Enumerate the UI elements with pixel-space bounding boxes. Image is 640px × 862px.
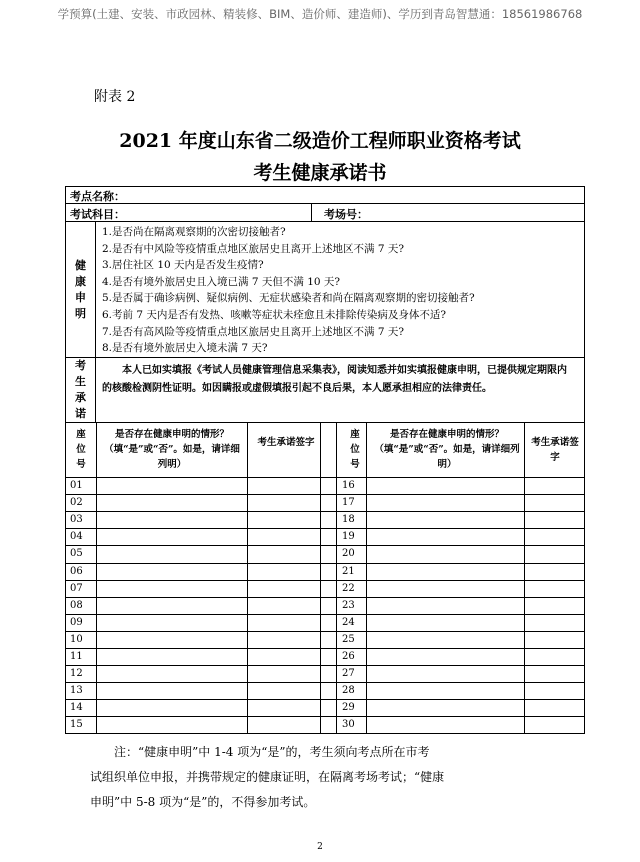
health-items-list bbox=[102, 224, 475, 357]
vertical-label-char: 考 bbox=[75, 359, 86, 372]
health-status-header-left: 是否存在健康申明的情形？（填“是”或“否”。如是，请详细列明） bbox=[104, 429, 240, 470]
vertical-label-char: 健 bbox=[75, 258, 86, 272]
exam-site-label: 考点名称： bbox=[70, 190, 125, 203]
vertical-label-char: 座 bbox=[76, 429, 86, 440]
subject-row bbox=[66, 204, 584, 222]
seat-number: 12 bbox=[70, 668, 83, 680]
seat-signature-grid bbox=[66, 423, 584, 734]
grid-row-line bbox=[66, 563, 584, 564]
footnote-line: 申明”中 5-8 项为“是”的，不得参加考试。 bbox=[90, 795, 316, 809]
grid-row-line bbox=[66, 477, 584, 478]
vertical-label-char: 明 bbox=[75, 306, 86, 320]
seat-number: 01 bbox=[70, 480, 83, 491]
header-advertisement: 学预算(土建、安装、市政园林、精装修、BIM、造价师、建造师)、学历到青岛智慧通：18561986768 bbox=[57, 7, 583, 21]
grid-column-line bbox=[320, 423, 321, 734]
seat-number: 04 bbox=[70, 531, 83, 543]
vertical-label-char: 号 bbox=[350, 459, 360, 470]
health-declaration-label bbox=[66, 222, 96, 357]
subject-divider bbox=[311, 204, 312, 221]
document-title: 2021 年度山东省二级造价工程师职业资格考试 bbox=[119, 130, 521, 152]
grid-row-line bbox=[66, 682, 584, 683]
seat-number: 24 bbox=[342, 616, 355, 628]
grid-row-line bbox=[66, 511, 584, 512]
footnote bbox=[90, 740, 560, 815]
grid-row-line bbox=[66, 665, 584, 666]
health-status-header-right: 是否存在健康申明的情形？（填“是”或“否”。如是，请详细列明） bbox=[374, 429, 520, 470]
grid-row-line bbox=[66, 614, 584, 615]
seat-number: 28 bbox=[342, 685, 355, 697]
health-item: 2.是否有中风险等疫情重点地区旅居史且离开上述地区不满 7 天? bbox=[102, 242, 405, 255]
seat-number: 09 bbox=[70, 616, 83, 628]
grid-row-line bbox=[66, 716, 584, 717]
seat-number: 26 bbox=[342, 651, 355, 662]
health-item: 3.居住社区 10 天内是否发生疫情? bbox=[102, 259, 264, 272]
promise-section bbox=[66, 358, 584, 423]
grid-row-line bbox=[66, 597, 584, 598]
grid-row-line bbox=[66, 648, 584, 649]
page-number: 2 bbox=[317, 842, 323, 852]
footnote-line: 注：“健康申明”中 1-4 项为“是”的，考生须向考点所在市考 bbox=[114, 745, 430, 759]
seat-number: 22 bbox=[342, 582, 355, 594]
seat-number: 11 bbox=[70, 651, 83, 662]
vertical-label-char: 康 bbox=[75, 274, 86, 288]
grid-row-line bbox=[66, 580, 584, 581]
health-item: 5.是否属于确诊病例、疑似病例、无症状感染者和尚在隔离观察期的密切接触者? bbox=[102, 292, 475, 305]
seat-number: 30 bbox=[342, 719, 355, 731]
health-item: 1.是否尚在隔离观察期的次密切接触者? bbox=[102, 226, 286, 238]
seat-number: 14 bbox=[70, 702, 83, 714]
vertical-label-char: 号 bbox=[76, 459, 86, 470]
seat-number: 29 bbox=[342, 702, 355, 714]
seat-number: 16 bbox=[342, 480, 355, 491]
grid-row-line bbox=[66, 545, 584, 546]
seat-number: 17 bbox=[342, 497, 355, 509]
seat-number: 27 bbox=[342, 668, 355, 680]
seat-number: 18 bbox=[342, 514, 355, 526]
seat-number: 08 bbox=[70, 599, 83, 611]
promise-label bbox=[66, 358, 96, 422]
seat-number: 03 bbox=[70, 514, 83, 526]
health-item: 7.是否有高风险等疫情重点地区旅居史且离开上述地区不满 7 天? bbox=[102, 325, 405, 338]
seat-number: 21 bbox=[342, 565, 355, 577]
seat-number: 19 bbox=[342, 531, 355, 543]
vertical-label-char: 生 bbox=[75, 375, 86, 388]
seat-number: 07 bbox=[70, 582, 83, 594]
health-item: 4.是否有境外旅居史且入境已满 7 天但不满 10 天? bbox=[102, 275, 341, 288]
signature-header-left: 考生承诺签字 bbox=[257, 437, 315, 448]
grid-row-line bbox=[66, 699, 584, 700]
seat-number: 02 bbox=[70, 497, 83, 509]
vertical-label-char: 申 bbox=[75, 290, 86, 304]
seat-number: 15 bbox=[70, 719, 83, 731]
footnote-line: 试组织单位申报，并携带规定的健康证明，在隔离考场考试；“健康 bbox=[90, 770, 445, 784]
seat-number: 25 bbox=[342, 633, 355, 645]
grid-row-line bbox=[66, 528, 584, 529]
promise-text: 本人已如实填报《考试人员健康管理信息采集表》，阅读知悉并如实填报健康申明，已提供规定期限内的核酸检测阴性证明。如因瞒报或虚假填报引起不良后果，本人愿承担相应的法律责任。 bbox=[102, 365, 567, 394]
vertical-label-char: 位 bbox=[350, 444, 360, 455]
health-item: 6.考前 7 天内是否有发热、咳嗽等症状未痊愈且未排除传染病及身体不适? bbox=[102, 308, 447, 321]
health-item: 8.是否有境外旅居史入境未满 7 天? bbox=[102, 342, 268, 355]
vertical-label-char: 座 bbox=[350, 429, 360, 440]
grid-column-line bbox=[524, 423, 525, 734]
vertical-label-char: 诺 bbox=[75, 407, 86, 420]
exam-site-row bbox=[66, 187, 584, 204]
document-subtitle: 考生健康承诺书 bbox=[253, 162, 387, 184]
seat-number: 23 bbox=[342, 599, 355, 611]
grid-row-line bbox=[66, 494, 584, 495]
vertical-label-char: 承 bbox=[75, 391, 86, 404]
signature-header-right: 考生承诺签字 bbox=[531, 437, 579, 463]
subject-label: 考试科目： bbox=[70, 208, 125, 221]
grid-column-line bbox=[96, 423, 97, 734]
seat-number: 06 bbox=[70, 565, 83, 577]
grid-column-line bbox=[366, 423, 367, 734]
grid-row-line bbox=[66, 631, 584, 632]
room-label: 考场号： bbox=[324, 208, 368, 221]
seat-number: 13 bbox=[70, 685, 83, 697]
health-declaration-section bbox=[66, 222, 584, 358]
health-commitment-form bbox=[65, 186, 585, 734]
vertical-label-char: 位 bbox=[76, 444, 86, 455]
grid-column-line bbox=[336, 423, 337, 734]
seat-number: 10 bbox=[70, 633, 83, 645]
annex-label: 附表 2 bbox=[94, 89, 136, 105]
seat-number: 05 bbox=[70, 548, 83, 560]
seat-number: 20 bbox=[342, 548, 355, 560]
seat-header-left bbox=[66, 427, 96, 472]
grid-column-line bbox=[247, 423, 248, 734]
